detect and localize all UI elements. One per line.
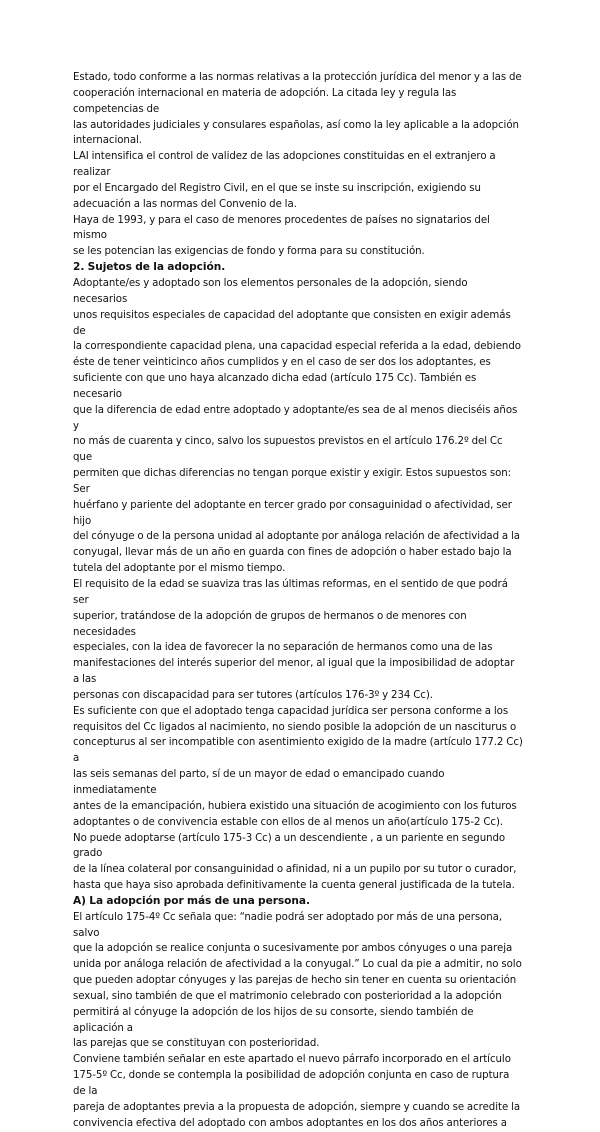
document-body xyxy=(73,70,523,1132)
paragraph-control-validez: LAI intensifica el control de validez de las adopciones constituidas en el extranjero a realizar por el Encargado del Registro Civil, en el que se inste su inscripción, exigiendo su adecuación a las normas del Convenio de la. xyxy=(73,151,496,210)
paragraph-no-puede-adoptarse: No puede adoptarse (artículo 175-3 Cc) a un descendiente , a un pariente en segundo grado de la línea colateral por consanguinidad o afinidad, ni a un pupilo por su tutor o curador, hasta que haya siso aprobada definitivamente la cuenta general justificada de la tutela. xyxy=(73,832,517,892)
paragraph-articulo-175-4: El artículo 175-4º Cc señala que: “nadie podrá ser adoptado por más de una persona, salvo que la adopción se realice conjunta o sucesivamente por ambos cónyuges o una pareja unida por análoga relación de afectividad a la conyugal.” Lo cual da pie a admitir, no solo que pueden adoptar cónyuges y las parejas de hecho sin tener en cuenta su orientación sexual, sino también de que el matrimonio celebrado con posterioridad a la adopción permitirá al cónyuge la adopción de los hijos de su consorte, siendo también de aplicación a las parejas que se constituyan con posterioridad. xyxy=(73,911,522,1050)
paragraph-ley-adopcion-internacional: Estado, todo conforme a las normas relativas a la protección jurídica del menor y a las de cooperación internacional en materia de adopción. La citada ley y regula las competencias de las autoridades judiciales y consulares españolas, así como la ley aplicable a la adopción internacional. xyxy=(73,72,522,147)
section-heading-mas-de-una-persona: A) La adopción por más de una persona. xyxy=(73,894,310,907)
paragraph-adoptante-adoptado: Adoptante/es y adoptado son los elementos personales de la adopción, siendo necesarios unos requisitos especiales de capacidad del adoptante que consisten en exigir además de la correspondiente capacidad plena, una capacidad especial referida a la edad, debiendo éste de tener veinticinco años cumplidos y en el caso de ser dos los adoptantes, es suficiente con que uno haya alcanzado dicha edad (artículo 175 Cc). También es necesario que la diferencia de edad entre adoptado y adoptante/es sea de al menos dieciséis años y no más de cuarenta y cinco, salvo los supuestos previstos en el artículo 176.2º del Cc que permiten que dichas diferencias no tengan porque existir y exigir. Estos supuestos son: Ser huérfano y pariente del adoptante en tercer grado por consaguinidad o afectividad, ser hijo del cónyuge o de la persona unidad al adoptante por análoga relación de afectividad a la conyugal, llevar más de un año en guarda con fines de adopción o haber estado bajo la tutela del adoptante por el mismo tiempo. xyxy=(73,277,521,575)
paragraph-articulo-175-5: Conviene también señalar en este apartado el nuevo párrafo incorporado en el artículo 175-5º Cc, donde se contempla la posibilidad de adopción conjunta en caso de ruptura de la pareja de adoptantes previa a la propuesta de adopción, siempre y cuando se acredite la convivencia efectiva del adoptado con ambos adoptantes en los dos años anteriores a xyxy=(73,1054,521,1129)
paragraph-haya-1993: Haya de 1993, y para el caso de menores procedentes de países no signatarios del mismo se les potencian las exigencias de fondo y forma para su constitución. xyxy=(73,214,490,258)
paragraph-capacidad-adoptado: Es suficiente con que el adoptado tenga capacidad jurídica ser persona conforme a los requisitos del Cc ligados al nacimiento, no siendo posible la adopción de un nasciturus o concepturus al ser incompatible con asentimiento exigido de la madre (artículo 177.2 Cc) a las seis semanas del parto, sí de un mayor de edad o emancipado cuando inmediatamente antes de la emancipación, hubiera existido una situación de acogimiento con los futuros adoptantes o de convivencia estable con ellos de al menos un año(artículo 175-2 Cc). xyxy=(73,705,523,828)
paragraph-requisito-edad: El requisito de la edad se suaviza tras las últimas reformas, en el sentido de que podrá ser superior, tratándose de la adopción de grupos de hermanos o de menores con necesidades especiales, con la idea de favorecer la no separación de hermanos como una de las manifestaciones del interés superior del menor, al igual que la imposibilidad de adoptar a las personas con discapacidad para ser tutores (artículos 176-3º y 234 Cc). xyxy=(73,579,515,701)
section-heading-sujetos: 2. Sujetos de la adopción. xyxy=(73,261,226,274)
